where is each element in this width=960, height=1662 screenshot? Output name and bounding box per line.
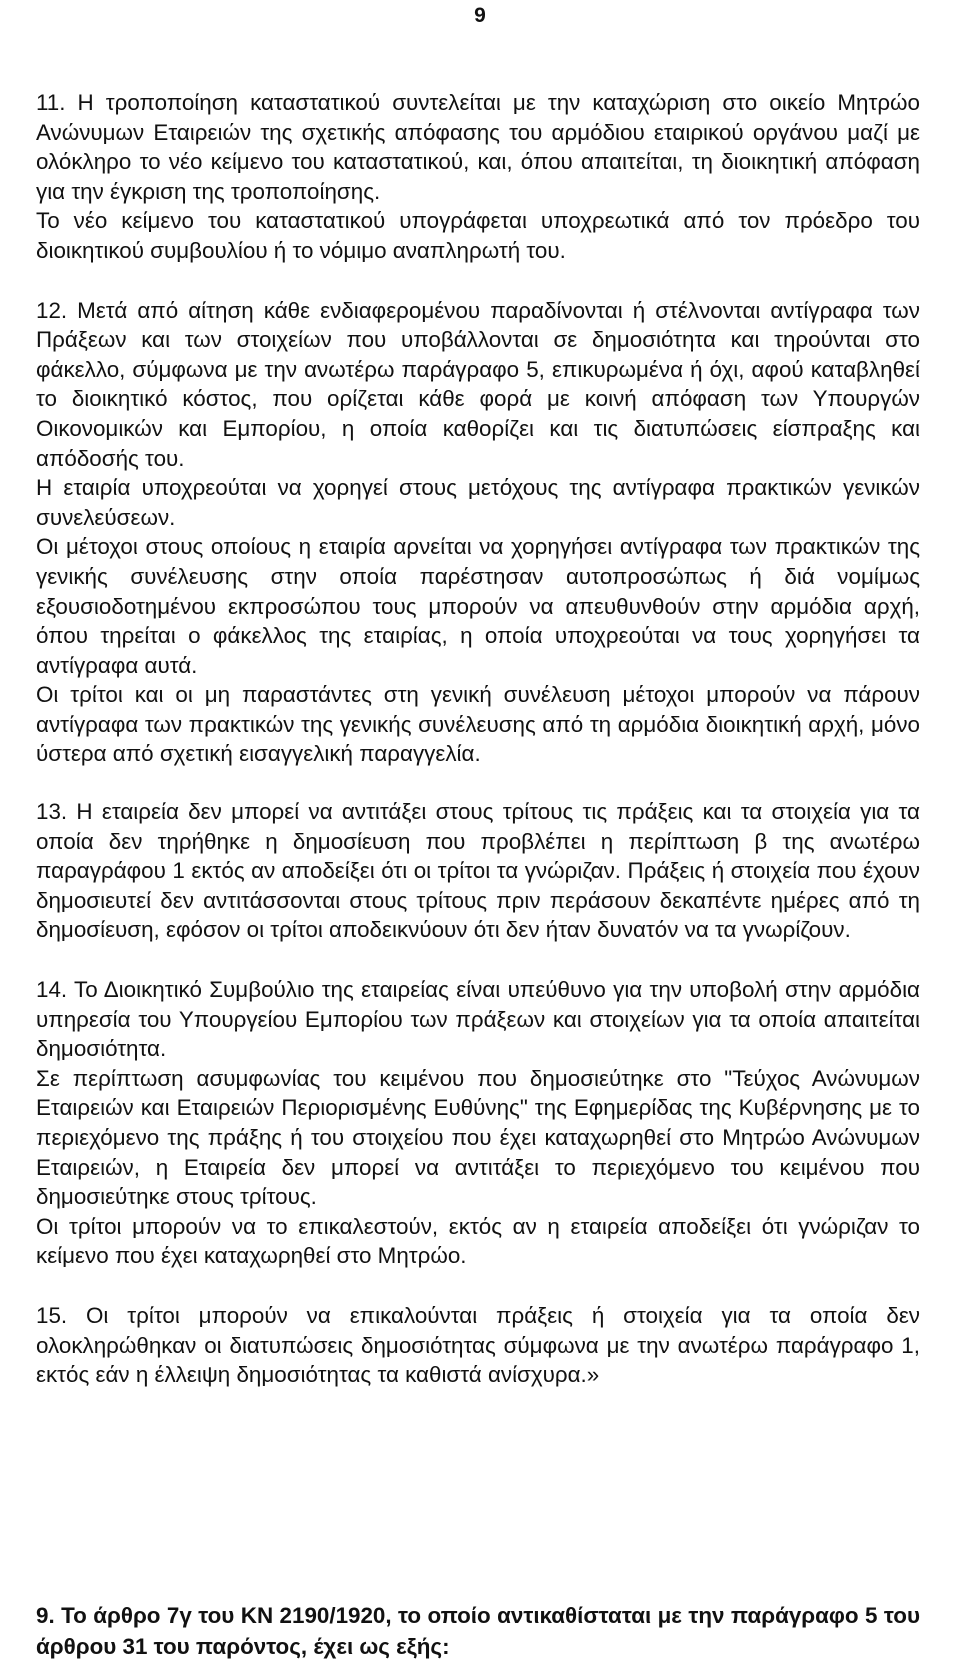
paragraph-13: 13. Η εταιρεία δεν μπορεί να αντιτάξει στους τρίτους τις πράξεις και τα στοιχεία για τα οποία δεν τηρήθηκε η δημοσίευση που προβλέπει η περίπτωση β της ανωτέρω παραγράφου 1 εκτός αν αποδείξει ότι οι τρίτοι τα γνώριζαν. Πράξεις ή στοιχεία που έχουν δημοσιευτεί δεν αντιτάσσονται στους τρίτους πριν περάσουν δεκαπέντε ημέρες από τη δημοσίευση, εφόσον οι τρίτοι αποδεικνύουν ότι δεν ήταν δυνατόν να τα γνωρίζουν. — [36, 799, 920, 943]
page-number: 9 — [474, 4, 486, 27]
document-body — [36, 88, 920, 1390]
closing-heading: 9. Το άρθρο 7γ του ΚΝ 2190/1920, το οποίο αντικαθίσταται με την παράγραφο 5 του άρθρου 31 του παρόντος, έχει ως εξής: — [36, 1603, 920, 1659]
paragraph-12-c: Οι μέτοχοι στους οποίους η εταιρία αρνείται να χορηγήσει αντίγραφα των πρακτικών της γενικής συνέλευσης στην οποία παρέστησαν αυτοπροσώπως ή διά νομίμως εξουσιοδοτημένου εκπροσώπου τους μπορούν να απευθυνθούν στην αρμόδια αρχή, όπου τηρείται ο φάκελλος της εταιρίας, η οποία υποχρεούται να τους χορηγήσει τα αντίγραφα αυτά. — [36, 534, 920, 678]
spacer — [36, 945, 920, 975]
spacer — [36, 1271, 920, 1301]
paragraph-12-d: Οι τρίτοι και οι μη παραστάντες στη γενική συνέλευση μέτοχοι μπορούν να πάρουν αντίγραφα των πρακτικών της γενικής συνέλευσης από τη αρμόδια διοικητική αρχή, μόνο ύστερα από σχετική εισαγγελική παραγγελία. — [36, 682, 920, 767]
paragraph-11-b: Το νέο κείμενο του καταστατικού υπογράφεται υποχρεωτικά από τον πρόεδρο του διοικητικού συμβουλίου ή το νόμιμο αναπληρωτή του. — [36, 208, 920, 263]
paragraph-15: 15. Οι τρίτοι μπορούν να επικαλούνται πράξεις ή στοιχεία για τα οποία δεν ολοκληρώθηκαν οι διατυπώσεις δημοσιότητας σύμφωνα με την ανωτέρω παράγραφο 1, εκτός εάν η έλλειψη δημοσιότητας τα καθιστά ανίσχυρα.» — [36, 1302, 920, 1388]
paragraph-12-a: 12. Μετά από αίτηση κάθε ενδιαφερομένου παραδίνονται ή στέλνονται αντίγραφα των Πράξεων και των στοιχείων που υποβάλλονται σε δημοσιότητα και τηρούνται στο φάκελλο, σύμφωνα με την ανωτέρω παράγραφο 5, επικυρωμένα ή όχι, αφού καταβληθεί το διοικητικό κόστος, που ορίζεται κάθε φορά με κοινή απόφαση των Υπουργών Οικονομικών και Εμπορίου, η οποία καθορίζει και τις διατυπώσεις είσπραξης και απόδοσής του. — [36, 297, 920, 471]
spacer — [36, 266, 920, 296]
paragraph-14-a: 14. Το Διοικητικό Συμβούλιο της εταιρείας είναι υπεύθυνο για την υποβολή στην αρμόδια υπηρεσία του Υπουργείου Εμπορίου των πράξεων και στοιχείων για τα οποία απαιτείται δημοσιότητα. — [36, 977, 920, 1062]
spacer — [36, 769, 920, 797]
paragraph-12-b: Η εταιρία υποχρεούται να χορηγεί στους μετόχους της αντίγραφα πρακτικών γενικών συνελεύσεων. — [36, 475, 920, 530]
paragraph-14-c: Οι τρίτοι μπορούν να το επικαλεστούν, εκτός αν η εταιρεία αποδείξει ότι γνώριζαν το κείμενο που έχει καταχωρηθεί στο Μητρώο. — [36, 1213, 920, 1269]
paragraph-11-a: 11. Η τροποποίηση καταστατικού συντελείται με την καταχώριση στο οικείο Μητρώο Ανώνυμων Εταιρειών της σχετικής απόφασης του αρμόδιου εταιρικού οργάνου μαζί με ολόκληρο το νέο κείμενο του καταστατικού, και, όπου απαιτείται, τη διοικητική απόφαση για την έγκριση της τροποποίησης. — [36, 90, 920, 204]
paragraph-14-b: Σε περίπτωση ασυμφωνίας του κειμένου που δημοσιεύτηκε στο "Τεύχος Ανώνυμων Εταιρειών και Εταιρειών Περιορισμένης Ευθύνης" της Εφημερίδας της Κυβέρνησης με το περιεχόμενο της πράξης ή του στοιχείου που έχει καταχωρηθεί στο Μητρώο Ανώνυμων Εταιρειών, η Εταιρεία δεν μπορεί να αντιτάξει το περιεχόμενο του κειμένου που δημοσιεύτηκε στους τρίτους. — [36, 1065, 920, 1210]
